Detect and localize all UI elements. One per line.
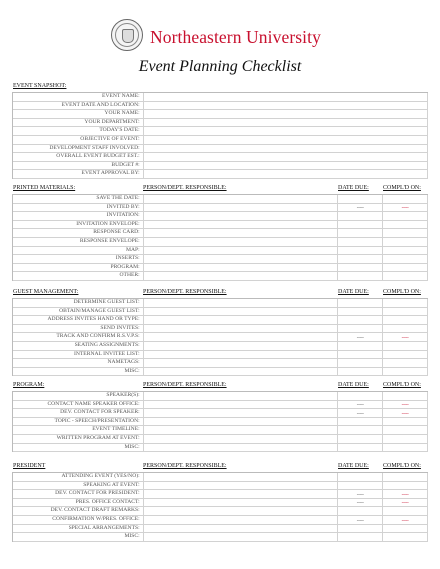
checklist-row [13,221,428,230]
guest-management-section [12,289,428,376]
completed-on-value: ----- [401,411,409,417]
field-label: TODAY'S DATE: [13,127,144,135]
person-responsible-field[interactable] [144,264,339,272]
date-due-value: ----- [356,335,364,341]
task-label: INVITED BY: [13,204,144,212]
task-label: MAP: [13,247,144,255]
date-due-field[interactable] [338,204,383,212]
task-label: TOPIC - SPEECH/PRESENTATION: [13,418,144,426]
task-label: MISC: [13,444,144,452]
completed-on-field[interactable] [383,418,428,426]
field-label: EVENT APPROVAL BY: [13,170,144,178]
date-due-field[interactable] [338,255,383,263]
date-due-value: ----- [356,403,364,409]
task-label: PROGRAM: [13,264,144,272]
person-header: PERSON/DEPT. RESPONSIBLE: [143,382,227,388]
completed-on-field[interactable] [383,308,428,316]
completed-on-field[interactable] [383,490,428,498]
completed-on-field[interactable] [383,204,428,212]
section-title: PROGRAM: [13,382,45,388]
completed-on-value: ----- [401,501,409,507]
checklist-row [13,264,428,273]
date-due-field[interactable] [338,392,383,400]
person-responsible-field[interactable] [144,308,339,316]
checklist-row [13,247,428,256]
document-title: Event Planning Checklist [138,58,302,75]
person-responsible-field[interactable] [144,351,339,359]
checklist-row [13,342,428,351]
completed-on-field[interactable] [383,507,428,515]
checklist-row [13,533,428,542]
task-label: OBTAIN/MANAGE GUEST LIST: [13,308,144,316]
checklist-row [13,418,428,427]
task-label: DETERMINE GUEST LIST: [13,299,144,307]
fill-in-field[interactable] [144,110,428,118]
date-due-field[interactable] [338,229,383,237]
checklist-row [13,426,428,435]
checklist-row [13,204,428,213]
checklist-row [13,299,428,308]
completed-on-field[interactable] [383,255,428,263]
person-responsible-field[interactable] [144,333,339,341]
date-due-header: DATE DUE: [338,185,369,191]
completed-on-value: ----- [401,335,409,341]
fill-in-field[interactable] [144,170,428,178]
checklist-row [13,272,428,281]
person-responsible-field[interactable] [144,482,339,490]
person-responsible-field[interactable] [144,409,339,417]
date-due-field[interactable] [338,308,383,316]
section-header [12,185,428,194]
field-label: DEVELOPMENT STAFF INVOLVED: [13,145,144,153]
person-responsible-field[interactable] [144,212,339,220]
person-responsible-field[interactable] [144,490,339,498]
checklist-row [13,359,428,368]
date-due-field[interactable] [338,195,383,203]
date-due-value: ----- [356,501,364,507]
checklist-row [13,195,428,204]
task-label: ATTENDING EVENT (YES/NO): [13,473,144,481]
date-due-field[interactable] [338,409,383,417]
completed-on-field[interactable] [383,533,428,541]
completed-on-field[interactable] [383,333,428,341]
snapshot-row [13,136,428,145]
task-label: PRES. OFFICE CONTACT: [13,499,144,507]
date-due-header: DATE DUE: [338,463,369,469]
snapshot-row [13,110,428,119]
snapshot-row [13,127,428,136]
task-label: SAVE THE DATE: [13,195,144,203]
person-header: PERSON/DEPT. RESPONSIBLE: [143,289,227,295]
task-label: WRITTEN PROGRAM AT EVENT: [13,435,144,443]
completed-on-field[interactable] [383,195,428,203]
checklist-grid [12,472,428,542]
completed-on-field[interactable] [383,401,428,409]
person-responsible-field[interactable] [144,435,339,443]
date-due-field[interactable] [338,299,383,307]
section-header [12,289,428,298]
checklist-row [13,212,428,221]
checklist-row [13,368,428,377]
checklist-row [13,473,428,482]
person-responsible-field[interactable] [144,499,339,507]
section-header [12,463,428,472]
person-responsible-field[interactable] [144,255,339,263]
checklist-row [13,316,428,325]
field-label: YOUR DEPARTMENT: [13,119,144,127]
checklist-grid [12,391,428,452]
date-due-value: ----- [356,492,364,498]
task-label: RESPONSE CARD: [13,229,144,237]
completed-on-field[interactable] [383,342,428,350]
field-label: OBJECTIVE OF EVENT: [13,136,144,144]
date-due-field[interactable] [338,272,383,280]
task-label: INVITATION: [13,212,144,220]
completed-on-field[interactable] [383,392,428,400]
date-due-field[interactable] [338,533,383,541]
date-due-field[interactable] [338,444,383,452]
person-responsible-field[interactable] [144,325,339,333]
date-due-field[interactable] [338,418,383,426]
date-due-field[interactable] [338,435,383,443]
checklist-row [13,482,428,491]
checklist-grid [12,194,428,281]
person-responsible-field[interactable] [144,238,339,246]
completed-on-field[interactable] [383,426,428,434]
fill-in-field[interactable] [144,145,428,153]
task-label: OTHER: [13,272,144,280]
date-due-value: ----- [356,411,364,417]
completed-on-field[interactable] [383,221,428,229]
completed-on-field[interactable] [383,229,428,237]
task-label: DEV. CONTACT FOR PRESIDENT: [13,490,144,498]
snapshot-row [13,102,428,111]
field-label: EVENT DATE AND LOCATION: [13,102,144,110]
person-responsible-field[interactable] [144,507,339,515]
checklist-row [13,238,428,247]
person-responsible-field[interactable] [144,272,339,280]
task-label: NAMETAGS: [13,359,144,367]
field-label: OVERALL EVENT BUDGET EST.: [13,153,144,161]
completed-on-field[interactable] [383,264,428,272]
completed-on-field[interactable] [383,499,428,507]
field-label: BUDGET #: [13,162,144,170]
fill-in-field[interactable] [144,93,428,101]
person-header: PERSON/DEPT. RESPONSIBLE: [143,185,227,191]
date-due-field[interactable] [338,525,383,533]
snapshot-grid [12,92,428,179]
header [0,17,440,57]
checklist-row [13,507,428,516]
checklist-row [13,392,428,401]
checklist-grid [12,298,428,376]
completed-on-value: ----- [401,403,409,409]
date-due-field[interactable] [338,507,383,515]
checklist-row [13,333,428,342]
completed-on-field[interactable] [383,351,428,359]
date-due-value: ----- [356,518,364,524]
completed-on-header: COMPL'D ON: [383,463,421,469]
completed-on-header: COMPL'D ON: [383,382,421,388]
completed-on-field[interactable] [383,444,428,452]
date-due-field[interactable] [338,359,383,367]
task-label: CONFIRMATION W/PRES. OFFICE: [13,516,144,524]
completed-on-field[interactable] [383,482,428,490]
completed-on-field[interactable] [383,238,428,246]
task-label: INSERTS: [13,255,144,263]
university-seal-icon [111,19,143,51]
fill-in-field[interactable] [144,153,428,161]
completed-on-field[interactable] [383,272,428,280]
checklist-row [13,308,428,317]
completed-on-value: ----- [401,206,409,212]
section-title: PRESIDENT [13,463,46,469]
date-due-field[interactable] [338,426,383,434]
checklist-row [13,229,428,238]
date-due-field[interactable] [338,490,383,498]
section-title: EVENT SNAPSHOT: [13,83,67,89]
date-due-field[interactable] [338,482,383,490]
person-responsible-field[interactable] [144,392,339,400]
date-due-field[interactable] [338,264,383,272]
fill-in-field[interactable] [144,119,428,127]
date-due-field[interactable] [338,368,383,376]
person-responsible-field[interactable] [144,401,339,409]
date-due-field[interactable] [338,212,383,220]
section-title: GUEST MANAGEMENT: [13,289,79,295]
checklist-row [13,490,428,499]
task-label: SPEAKING AT EVENT: [13,482,144,490]
fill-in-field[interactable] [144,136,428,144]
task-label: EVENT TIMELINE: [13,426,144,434]
snapshot-row [13,145,428,154]
person-responsible-field[interactable] [144,247,339,255]
section-header [12,83,428,92]
date-due-value: ----- [356,206,364,212]
fill-in-field[interactable] [144,102,428,110]
person-responsible-field[interactable] [144,342,339,350]
date-due-field[interactable] [338,325,383,333]
person-responsible-field[interactable] [144,426,339,434]
checklist-row [13,351,428,360]
completed-on-field[interactable] [383,212,428,220]
date-due-field[interactable] [338,247,383,255]
task-label: TRACK AND CONFIRM R.S.V.P.S: [13,333,144,341]
person-responsible-field[interactable] [144,473,339,481]
snapshot-row [13,162,428,171]
person-responsible-field[interactable] [144,299,339,307]
task-label: SPECIAL ARRANGEMENTS: [13,525,144,533]
completed-on-header: COMPL'D ON: [383,185,421,191]
completed-on-field[interactable] [383,473,428,481]
person-responsible-field[interactable] [144,533,339,541]
checklist-row [13,499,428,508]
checklist-row [13,255,428,264]
completed-on-field[interactable] [383,247,428,255]
completed-on-field[interactable] [383,435,428,443]
completed-on-field[interactable] [383,409,428,417]
task-label: DEV. CONTACT FOR SPEAKER: [13,409,144,417]
date-due-field[interactable] [338,221,383,229]
field-label: YOUR NAME: [13,110,144,118]
field-label: EVENT NAME: [13,93,144,101]
fill-in-field[interactable] [144,127,428,135]
date-due-field[interactable] [338,333,383,341]
fill-in-field[interactable] [144,162,428,170]
snapshot-row [13,153,428,162]
snapshot-row [13,93,428,102]
task-label: MISC: [13,368,144,376]
completed-on-field[interactable] [383,299,428,307]
date-due-header: DATE DUE: [338,289,369,295]
task-label: DEV. CONTACT DRAFT REMARKS: [13,507,144,515]
task-label: SEATING ASSIGNMENTS: [13,342,144,350]
checklist-row [13,516,428,525]
person-responsible-field[interactable] [144,368,339,376]
section-title: PRINTED MATERIALS: [13,185,76,191]
checklist-row [13,325,428,334]
task-label: SEND INVITES: [13,325,144,333]
completed-on-field[interactable] [383,359,428,367]
checklist-row [13,525,428,534]
checklist-row [13,444,428,453]
checklist-row [13,401,428,410]
completed-on-header: COMPL'D ON: [383,289,421,295]
date-due-field[interactable] [338,499,383,507]
checklist-row [13,409,428,418]
person-responsible-field[interactable] [144,204,339,212]
completed-on-field[interactable] [383,525,428,533]
person-header: PERSON/DEPT. RESPONSIBLE: [143,463,227,469]
president-section [12,463,428,542]
snapshot-row [13,170,428,179]
person-responsible-field[interactable] [144,516,339,524]
section-header [12,382,428,391]
person-responsible-field[interactable] [144,221,339,229]
date-due-header: DATE DUE: [338,382,369,388]
date-due-field[interactable] [338,342,383,350]
event-snapshot-section [12,83,428,179]
university-name: Northeastern University [150,27,321,47]
task-label: ADDRESS INVITES HAND OR TYPE: [13,316,144,324]
printed-materials-section [12,185,428,281]
completed-on-field[interactable] [383,368,428,376]
program-section [12,382,428,452]
person-responsible-field[interactable] [144,316,339,324]
date-due-field[interactable] [338,401,383,409]
completed-on-field[interactable] [383,325,428,333]
task-label: INTERNAL INVITEE LIST: [13,351,144,359]
completed-on-field[interactable] [383,316,428,324]
date-due-field[interactable] [338,238,383,246]
checklist-row [13,435,428,444]
task-label: SPEAKER(S): [13,392,144,400]
person-responsible-field[interactable] [144,444,339,452]
person-responsible-field[interactable] [144,229,339,237]
date-due-field[interactable] [338,316,383,324]
person-responsible-field[interactable] [144,525,339,533]
snapshot-row [13,119,428,128]
completed-on-value: ----- [401,518,409,524]
date-due-field[interactable] [338,473,383,481]
task-label: RESPONSE ENVELOPE: [13,238,144,246]
person-responsible-field[interactable] [144,195,339,203]
task-label: MISC: [13,533,144,541]
date-due-field[interactable] [338,516,383,524]
person-responsible-field[interactable] [144,418,339,426]
date-due-field[interactable] [338,351,383,359]
task-label: CONTACT NAME SPEAKER OFFICE: [13,401,144,409]
task-label: INVITATION ENVELOPE: [13,221,144,229]
completed-on-value: ----- [401,492,409,498]
person-responsible-field[interactable] [144,359,339,367]
completed-on-field[interactable] [383,516,428,524]
